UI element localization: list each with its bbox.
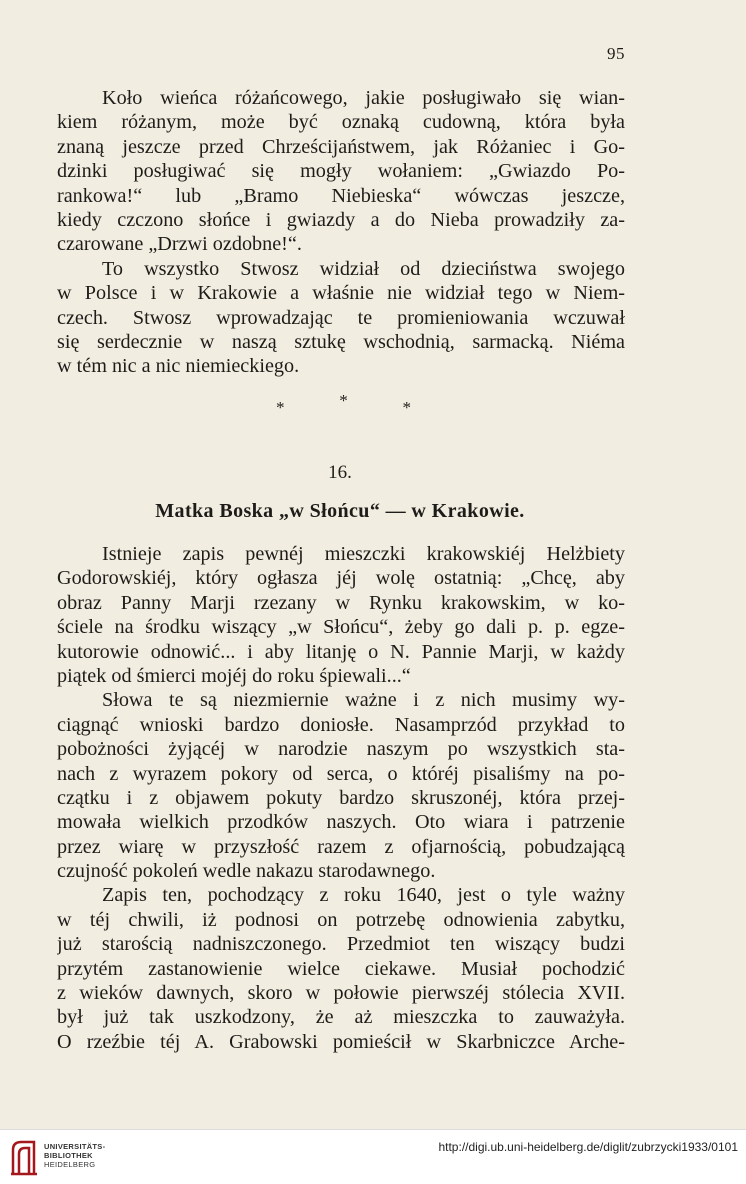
text-line: kutorowie odnowić... i aby litanję o N. Pannie Marji, w każdy [57, 640, 625, 663]
text-section-2 [57, 542, 625, 1054]
text-line: dzinki posługiwać się mogły wołaniem: „Gwiazdo Po- [57, 160, 625, 183]
text-line: Słowa te są niezmiernie ważne i z nich musimy wy- [102, 689, 625, 712]
text-line: czarowane „Drzwi ozdobne!“. [57, 233, 302, 256]
text-section-1 [57, 86, 625, 379]
text-line: Koło wieńca różańcowego, jakie posługiwało się wian- [102, 87, 625, 109]
chapter-number: 16. [328, 462, 352, 483]
text-line: z wieków dawnych, skoro w połowie pierwszéj stólecia XVII. [57, 982, 625, 1005]
text-line: rankowa!“ lub „Bramo Niebieska“ wówczas jeszcze, [57, 184, 625, 207]
text-line: piątek od śmierci mojéj do roku śpiewali...“ [57, 664, 411, 687]
footer-bar [0, 1129, 746, 1184]
text-line: Godorowskiéj, który ogłasza jéj wolę ostatnią: „Chcę, aby [57, 567, 625, 590]
separator-star: * [339, 391, 348, 410]
text-line: już starością nadniszczonego. Przedmiot ten wiszący budzi [57, 933, 625, 956]
text-line: To wszystko Stwosz widział od dzieciństwa swojego [102, 257, 625, 280]
text-line: ciągnąć wnioski bardzo doniosłe. Nasamprzód przykład to [57, 713, 625, 736]
text-line: Istnieje zapis pewnéj mieszczki krakowskiéj Helżbiety [102, 543, 625, 565]
logo-line-1: UNIVERSITÄTS- [44, 1142, 106, 1151]
text-line: czujność pokoleń wedle nakazu starodawnego. [57, 860, 436, 883]
text-line: znaną jeszcze przed Chrześcijaństwem, jak Różaniec i Go- [57, 135, 625, 158]
text-line: ściele na środku wiszący „w Słońcu“, żeby go dali p. p. egze- [57, 616, 625, 639]
text-line: przez wiarę w przyszłość razem z ofjarnością, pobudzającą [57, 835, 625, 858]
text-line: w tém nic a nic niemieckiego. [57, 355, 300, 378]
section-separator [276, 391, 411, 418]
text-line: się serdecznie w naszą sztukę wschodnią, sarmacką. Niéma [57, 330, 625, 353]
text-line: O rzeźbie téj A. Grabowski pomieścił w Skarbniczce Arche- [57, 1030, 625, 1053]
text-line: przytém zastanowienie wielce ciekawe. Musiał pochodzić [57, 957, 625, 980]
text-line: w téj chwili, iż podnosi on potrzebę odnowienia zabytku, [57, 908, 625, 931]
separator-star: * [276, 398, 285, 417]
text-line: kiedy czczono słońce i gwiazdy a do Nieba prowadziły za- [57, 208, 625, 231]
logo-line-3: HEIDELBERG [44, 1160, 96, 1169]
logo-line-2: BIBLIOTHEK [44, 1151, 93, 1160]
text-line: czech. Stwosz wprowadzając te promieniowania wczuwał [57, 306, 625, 329]
library-logo-text [44, 1142, 105, 1169]
separator-star: * [402, 398, 411, 417]
page-number: 95 [607, 44, 625, 63]
text-line: nach z wyrazem pokory od serca, o któréj pisaliśmy na po- [57, 762, 625, 785]
text-line: obraz Panny Marji rzezany w Rynku krakowskim, w ko- [57, 591, 625, 614]
text-line: pobożności żyjącéj w narodzie naszym po wszystkich sta- [57, 738, 625, 761]
source-url[interactable]: http://digi.ub.uni-heidelberg.de/diglit/zubrzycki1933/0101 [438, 1140, 738, 1154]
library-logo-icon [10, 1138, 38, 1176]
text-line: był już tak uszkodzony, że aż mieszczka to zauważyła. [57, 1006, 625, 1029]
text-line: w Polsce i w Krakowie a właśnie nie widział tego w Niem- [57, 282, 625, 305]
chapter-title: Matka Boska „w Słońcu“ — w Krakowie. [155, 500, 525, 522]
text-line: mowała wielkich przodków naszych. Oto wiara i patrzenie [57, 811, 625, 834]
text-line: czątku i z objawem pokuty bardzo skruszonéj, która przej- [57, 786, 625, 809]
text-line: kiem różanym, może być oznaką cudowną, która była [57, 111, 625, 134]
text-line: Zapis ten, pochodzący z roku 1640, jest o tyle ważny [102, 884, 625, 907]
